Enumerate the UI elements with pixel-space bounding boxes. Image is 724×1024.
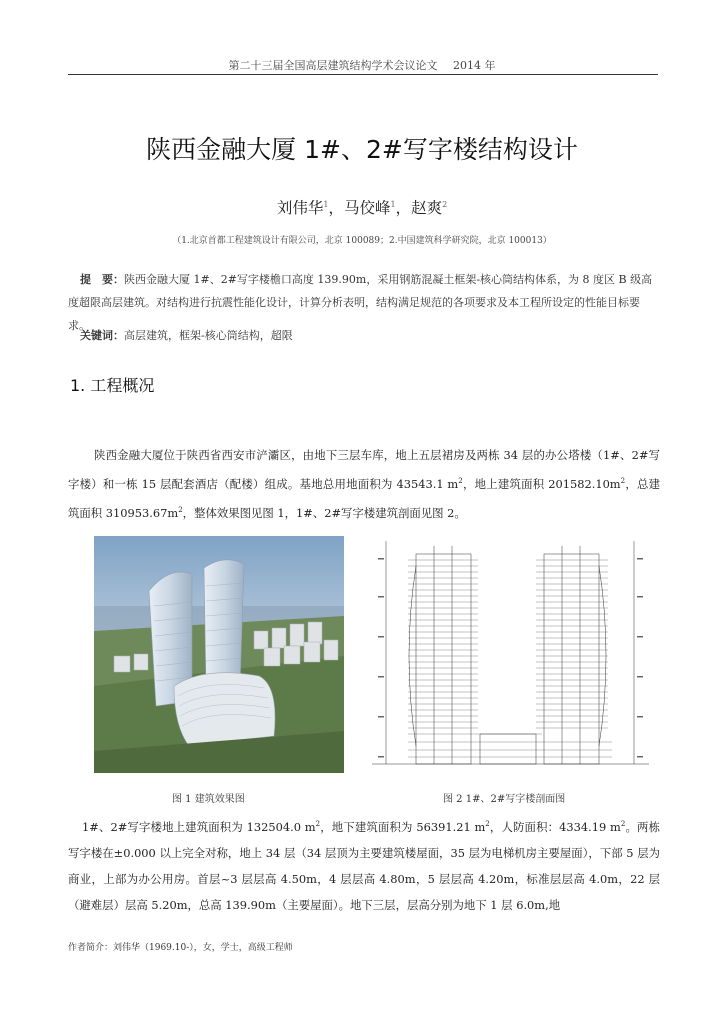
abstract-label: 提 要： — [80, 273, 124, 286]
para-text: 1#、2#写字楼地上建筑面积为 132504.0 m — [82, 819, 316, 834]
author-name: 马佼峰 — [343, 199, 391, 217]
keywords-text: 高层建筑，框架-核心筒结构，超限 — [124, 329, 293, 342]
author-separator: ， — [328, 199, 344, 217]
figure-rendering-image — [94, 536, 344, 773]
author-affil-mark: 1 — [390, 199, 396, 209]
author-footnote: 作者简介：刘伟华（1969.10-），女，学士，高级工程师 — [68, 943, 293, 953]
para-text: 。两栋写字楼在±0.000 以上完全对称，地上 34 层（34 层顶为主要建筑楼屋面，35 层为电梯机房主要屋面），下部 5 层为商业，上部为办公用房。首层~3 层层高 4.50m，4 层层高 4.80m，5 层层高 4.20m，标准层层高 4.0m，22 层（避难层）层高 5.20m，总高 139.90m（主要屋面）。地下三层，层高分别为地下 1 层 6.0m,地 — [68, 819, 660, 912]
superscript: 2 — [315, 820, 321, 828]
superscript: 2 — [620, 820, 626, 828]
figure-2-caption: 图 2 1#、2#写字楼剖面图 — [443, 794, 566, 805]
author-name: 刘伟华 — [276, 199, 324, 217]
author-name: 赵爽 — [411, 199, 443, 217]
para-text: ，整体效果图见图 1，1#、2#写字楼建筑剖面见图 2。 — [182, 505, 466, 520]
para-text: ，地下建筑面积为 56391.21 m — [320, 819, 486, 834]
superscript: 2 — [485, 820, 490, 828]
author-affil-mark: 1 — [323, 199, 329, 209]
para-text: ，人防面积：4334.19 m — [489, 819, 621, 834]
para-text: ，总建筑面积 310953.67m — [68, 476, 660, 520]
header-conference: 第二十三届全国高层建筑结构学术会议论文 — [228, 59, 438, 72]
superscript: 2 — [458, 477, 463, 485]
abstract-text: 陕西金融大厦 1#、2#写字楼檐口高度 139.90m，采用钢筋混凝土框架-核心筒结构体系，为 8 度区 B 级高度超限高层建筑。对结构进行抗震性能化设计，计算分析表明，结构满足规范的各项要求及本工程所设定的性能目标要求。 — [68, 273, 653, 332]
header-year: 2014 年 — [453, 59, 496, 72]
running-header — [0, 57, 724, 73]
figure-1-caption: 图 1 建筑效果图 — [172, 794, 245, 805]
keywords-label: 关键词： — [80, 329, 124, 342]
body-paragraph — [68, 442, 660, 526]
author-list — [0, 196, 724, 218]
author-separator: ， — [395, 199, 412, 217]
body-paragraph — [68, 811, 660, 918]
affiliations: （1.北京首都工程建筑设计有限公司，北京 100089；2.中国建筑科学研究院，北京 100013） — [172, 236, 552, 246]
header-rule — [68, 74, 658, 75]
para-text: ，地上建筑面积 201582.10m — [462, 476, 621, 491]
paper-title: 陕西金融大厦 1#、2#写字楼结构设计 — [146, 135, 578, 164]
superscript: 2 — [178, 505, 183, 514]
figure-section-drawing — [372, 536, 649, 773]
section-heading: 1. 工程概况 — [70, 376, 155, 395]
superscript: 2 — [620, 477, 626, 485]
author-affil-mark: 2 — [442, 199, 448, 209]
keywords — [80, 327, 293, 343]
para-text: 陕西金融大厦位于陕西省西安市浐灞区，由地下三层车库，地上五层裙房及两栋 34 层的办公塔楼（1#、2#写字楼）和一栋 15 层配套酒店（配楼）组成。基地总用地面积为 43543.1 m — [68, 448, 660, 491]
